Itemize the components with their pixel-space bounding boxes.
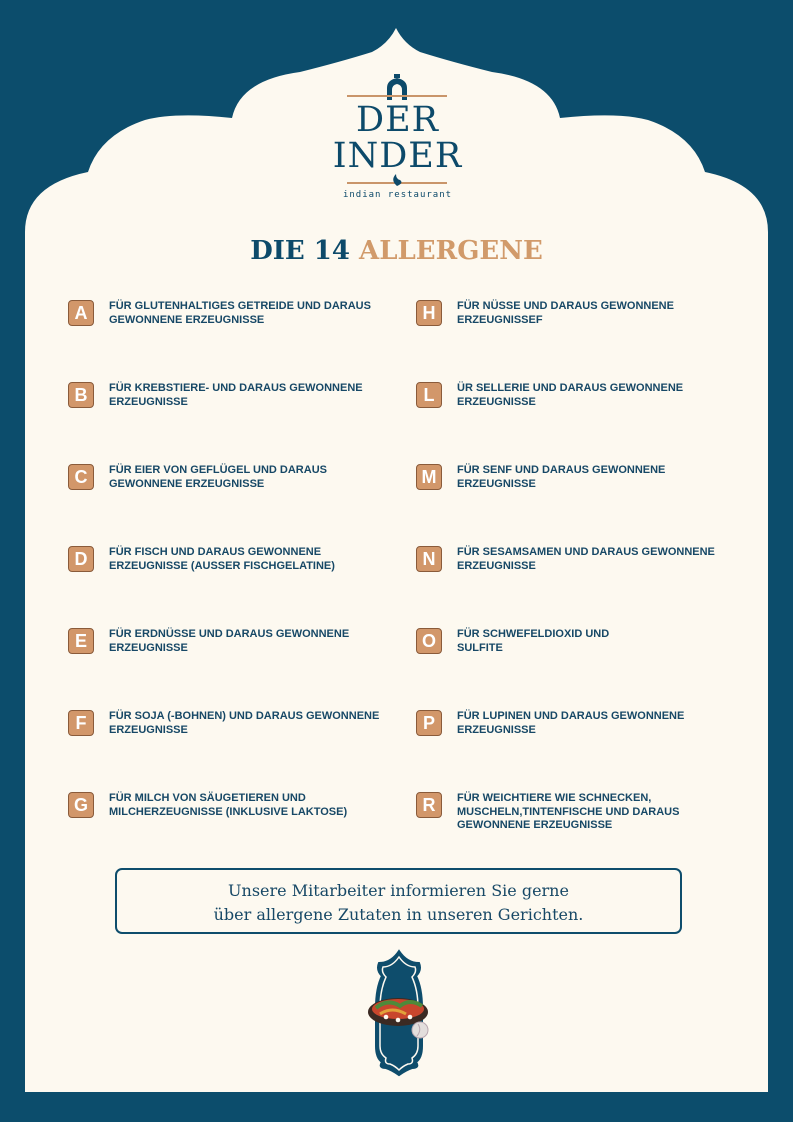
allergen-text: FÜR NÜSSE UND DARAUS GEWONNENE ERZEUGNISSEF xyxy=(457,300,674,326)
allergen-notice-box xyxy=(115,868,682,934)
allergen-text: FÜR GLUTENHALTIGES GETREIDE UND DARAUS GEWONNENE ERZEUGNISSE xyxy=(109,300,371,326)
allergen-badge: L xyxy=(416,382,442,408)
allergen-text: FÜR SOJA (-BOHNEN) UND DARAUS GEWONNENE ERZEUGNISSE xyxy=(109,710,380,736)
allergen-text: FÜR EIER VON GEFLÜGEL UND DARAUS GEWONNENE ERZEUGNISSE xyxy=(109,464,327,490)
gate-icon xyxy=(330,72,465,102)
title-part-1: DIE 14 xyxy=(250,236,350,266)
allergen-badge: B xyxy=(68,382,94,408)
allergen-text: FÜR LUPINEN UND DARAUS GEWONNENE ERZEUGNISSE xyxy=(457,710,685,736)
allergen-badge: N xyxy=(416,546,442,572)
allergen-badge: P xyxy=(416,710,442,736)
flame-icon xyxy=(330,172,465,188)
allergen-text: FÜR SCHWEFELDIOXID UND SULFITE xyxy=(457,628,610,654)
restaurant-logo xyxy=(330,72,465,204)
logo-word-inder: INDER xyxy=(332,136,463,176)
curry-dish-illustration xyxy=(362,948,436,1078)
allergen-badge: R xyxy=(416,792,442,818)
allergen-badge: A xyxy=(68,300,94,326)
allergen-badge: G xyxy=(68,792,94,818)
title-part-2: ALLERGENE xyxy=(359,236,543,266)
allergen-badge: O xyxy=(416,628,442,654)
allergen-badge: H xyxy=(416,300,442,326)
notice-line-2: über allergene Zutaten in unseren Gerichten. xyxy=(213,905,584,924)
allergen-text: FÜR WEICHTIERE WIE SCHNECKEN, MUSCHELN,TINTENFISCHE UND DARAUS GEWONNENE ERZEUGNISSE xyxy=(457,792,680,831)
allergen-text: FÜR KREBSTIERE- UND DARAUS GEWONNENE ERZEUGNISSE xyxy=(109,382,363,408)
allergen-badge: C xyxy=(68,464,94,490)
logo-subtitle: indian restaurant xyxy=(342,190,453,200)
allergen-badge: D xyxy=(68,546,94,572)
allergen-text: FÜR SESAMSAMEN UND DARAUS GEWONNENE ERZEUGNISSE xyxy=(457,546,715,572)
allergen-badge: F xyxy=(68,710,94,736)
page-title xyxy=(0,236,793,266)
allergen-text: FÜR SENF UND DARAUS GEWONNENE ERZEUGNISSE xyxy=(457,464,666,490)
allergen-badge: E xyxy=(68,628,94,654)
allergen-badge: M xyxy=(416,464,442,490)
notice-line-1: Unsere Mitarbeiter informieren Sie gerne xyxy=(228,881,569,900)
allergen-text: FÜR MILCH VON SÄUGETIEREN UND MILCHERZEUGNISSE (INKLUSIVE LAKTOSE) xyxy=(109,792,348,818)
logo-word-der: DER xyxy=(356,100,439,140)
allergen-text: FÜR FISCH UND DARAUS GEWONNENE ERZEUGNISSE (AUSSER FISCHGELATINE) xyxy=(109,546,335,572)
allergen-text: FÜR ERDNÜSSE UND DARAUS GEWONNENE ERZEUGNISSE xyxy=(109,628,350,654)
allergen-text: ÜR SELLERIE UND DARAUS GEWONNENE ERZEUGNISSE xyxy=(457,382,684,408)
